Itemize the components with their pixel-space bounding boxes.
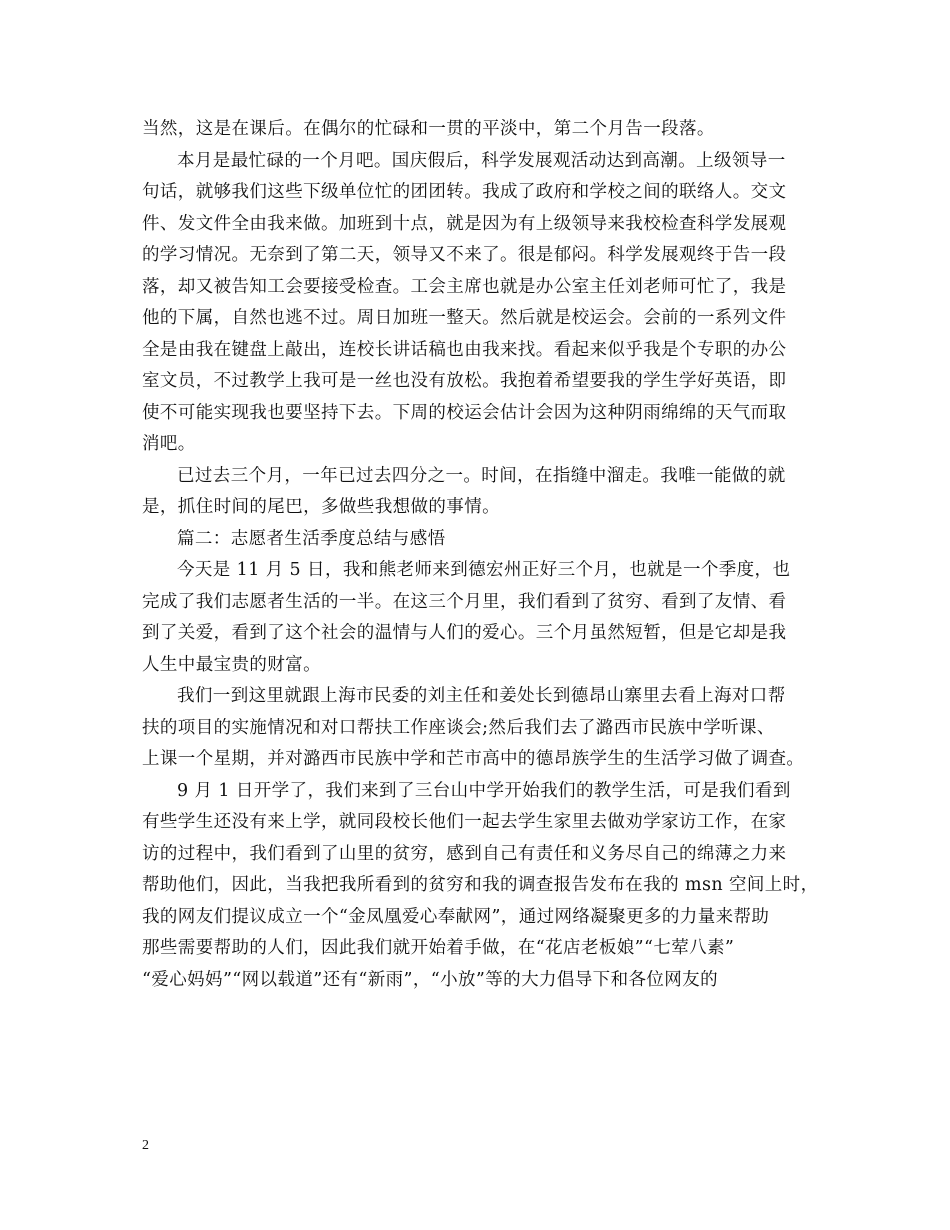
text-line: 到了关爱，看到了这个社会的温情与人们的爱心。三个月虽然短暂，但是它却是我 [142,623,787,643]
section-heading: 篇二：志愿者生活季度总结与感悟 [177,528,446,549]
page-number: 2 [142,1138,149,1153]
text-line: 使不可能实现我也要坚持下去。下周的校运会估计会因为这种阴雨绵绵的天气而取 [142,402,787,423]
text-line: 人生中最宝贵的财富。 [142,654,321,675]
paragraph-start-line: 我们一到这里就跟上海市民委的刘主任和姜处长到德昂山寨里去看上海对口帮 [177,686,786,706]
text-line: 全是由我在键盘上敲出，连校长讲话稿也由我来找。看起来似乎我是个专职的办公 [142,339,787,360]
text-line: 完成了我们志愿者生活的一半。在这三个月里，我们看到了贫穷、看到了友情、看 [142,591,787,612]
text-line: 件、发文件全由我来做。加班到十点，就是因为有上级领导来我校检查科学发展观 [142,213,787,234]
paragraph-start-line: 本月是最忙碌的一个月吧。国庆假后，科学发展观活动达到高潮。上级领导一 [177,150,786,171]
text-line: 那些需要帮助的人们，因此我们就开始着手做，在“花店老板娘”“七荤八素” [142,938,735,958]
text-line: 上课一个星期，并对潞西市民族中学和芒市高中的德昂族学生的生活学习做了调查。 [142,749,805,769]
text-line: 的学习情况。无奈到了第二天，领导又不来了。很是郁闷。科学发展观终于告一段 [142,245,787,265]
text-line: “爱心妈妈”“网以载道”还有“新雨”，“小放”等的大力倡导下和各位网友的 [142,969,718,990]
text-line: 帮助他们，因此，当我把我所看到的贫穷和我的调查报告发布在我的 msn 空间上时， [142,875,819,895]
text-line: 我的网友们提议成立一个“金凤凰爱心奉献网”，通过网络凝聚更多的力量来帮助 [142,906,770,927]
text-line: 他的下属，自然也逃不过。周日加班一整天。然后就是校运会。会前的一系列文件 [142,308,787,328]
paragraph-start-line: 已过去三个月，一年已过去四分之一。时间，在指缝中溜走。我唯一能做的就 [177,465,786,486]
text-line: 消吧。 [142,434,196,454]
text-line: 是，抓住时间的尾巴，多做些我想做的事情。 [142,497,500,517]
document-body [142,114,818,996]
text-line: 有些学生还没有来上学，就同段校长他们一起去学生家里去做劝学家访工作，在家 [142,812,787,832]
text-line: 访的过程中，我们看到了山里的贫穷，感到自己有责任和义务尽自己的绵薄之力来 [142,843,787,864]
text-line: 当然，这是在课后。在偶尔的忙碌和一贯的平淡中，第二个月告一段落。 [142,119,715,139]
text-line: 落，却又被告知工会要接受检查。工会主席也就是办公室主任刘老师可忙了，我是 [142,276,787,297]
text-line: 句话，就够我们这些下级单位忙的团团转。我成了政府和学校之间的联络人。交文 [142,182,787,202]
text-line: 室文员，不过教学上我可是一丝也没有放松。我抱着希望要我的学生学好英语，即 [142,371,787,391]
paragraph-start-line: 今天是 11 月 5 日，我和熊老师来到德宏州正好三个月，也就是一个季度，也 [177,560,791,580]
text-line: 扶的项目的实施情况和对口帮扶工作座谈会;然后我们去了潞西市民族中学听课、 [142,717,775,738]
paragraph-start-line: 9 月 1 日开学了，我们来到了三台山中学开始我们的教学生活，可是我们看到 [177,780,791,801]
